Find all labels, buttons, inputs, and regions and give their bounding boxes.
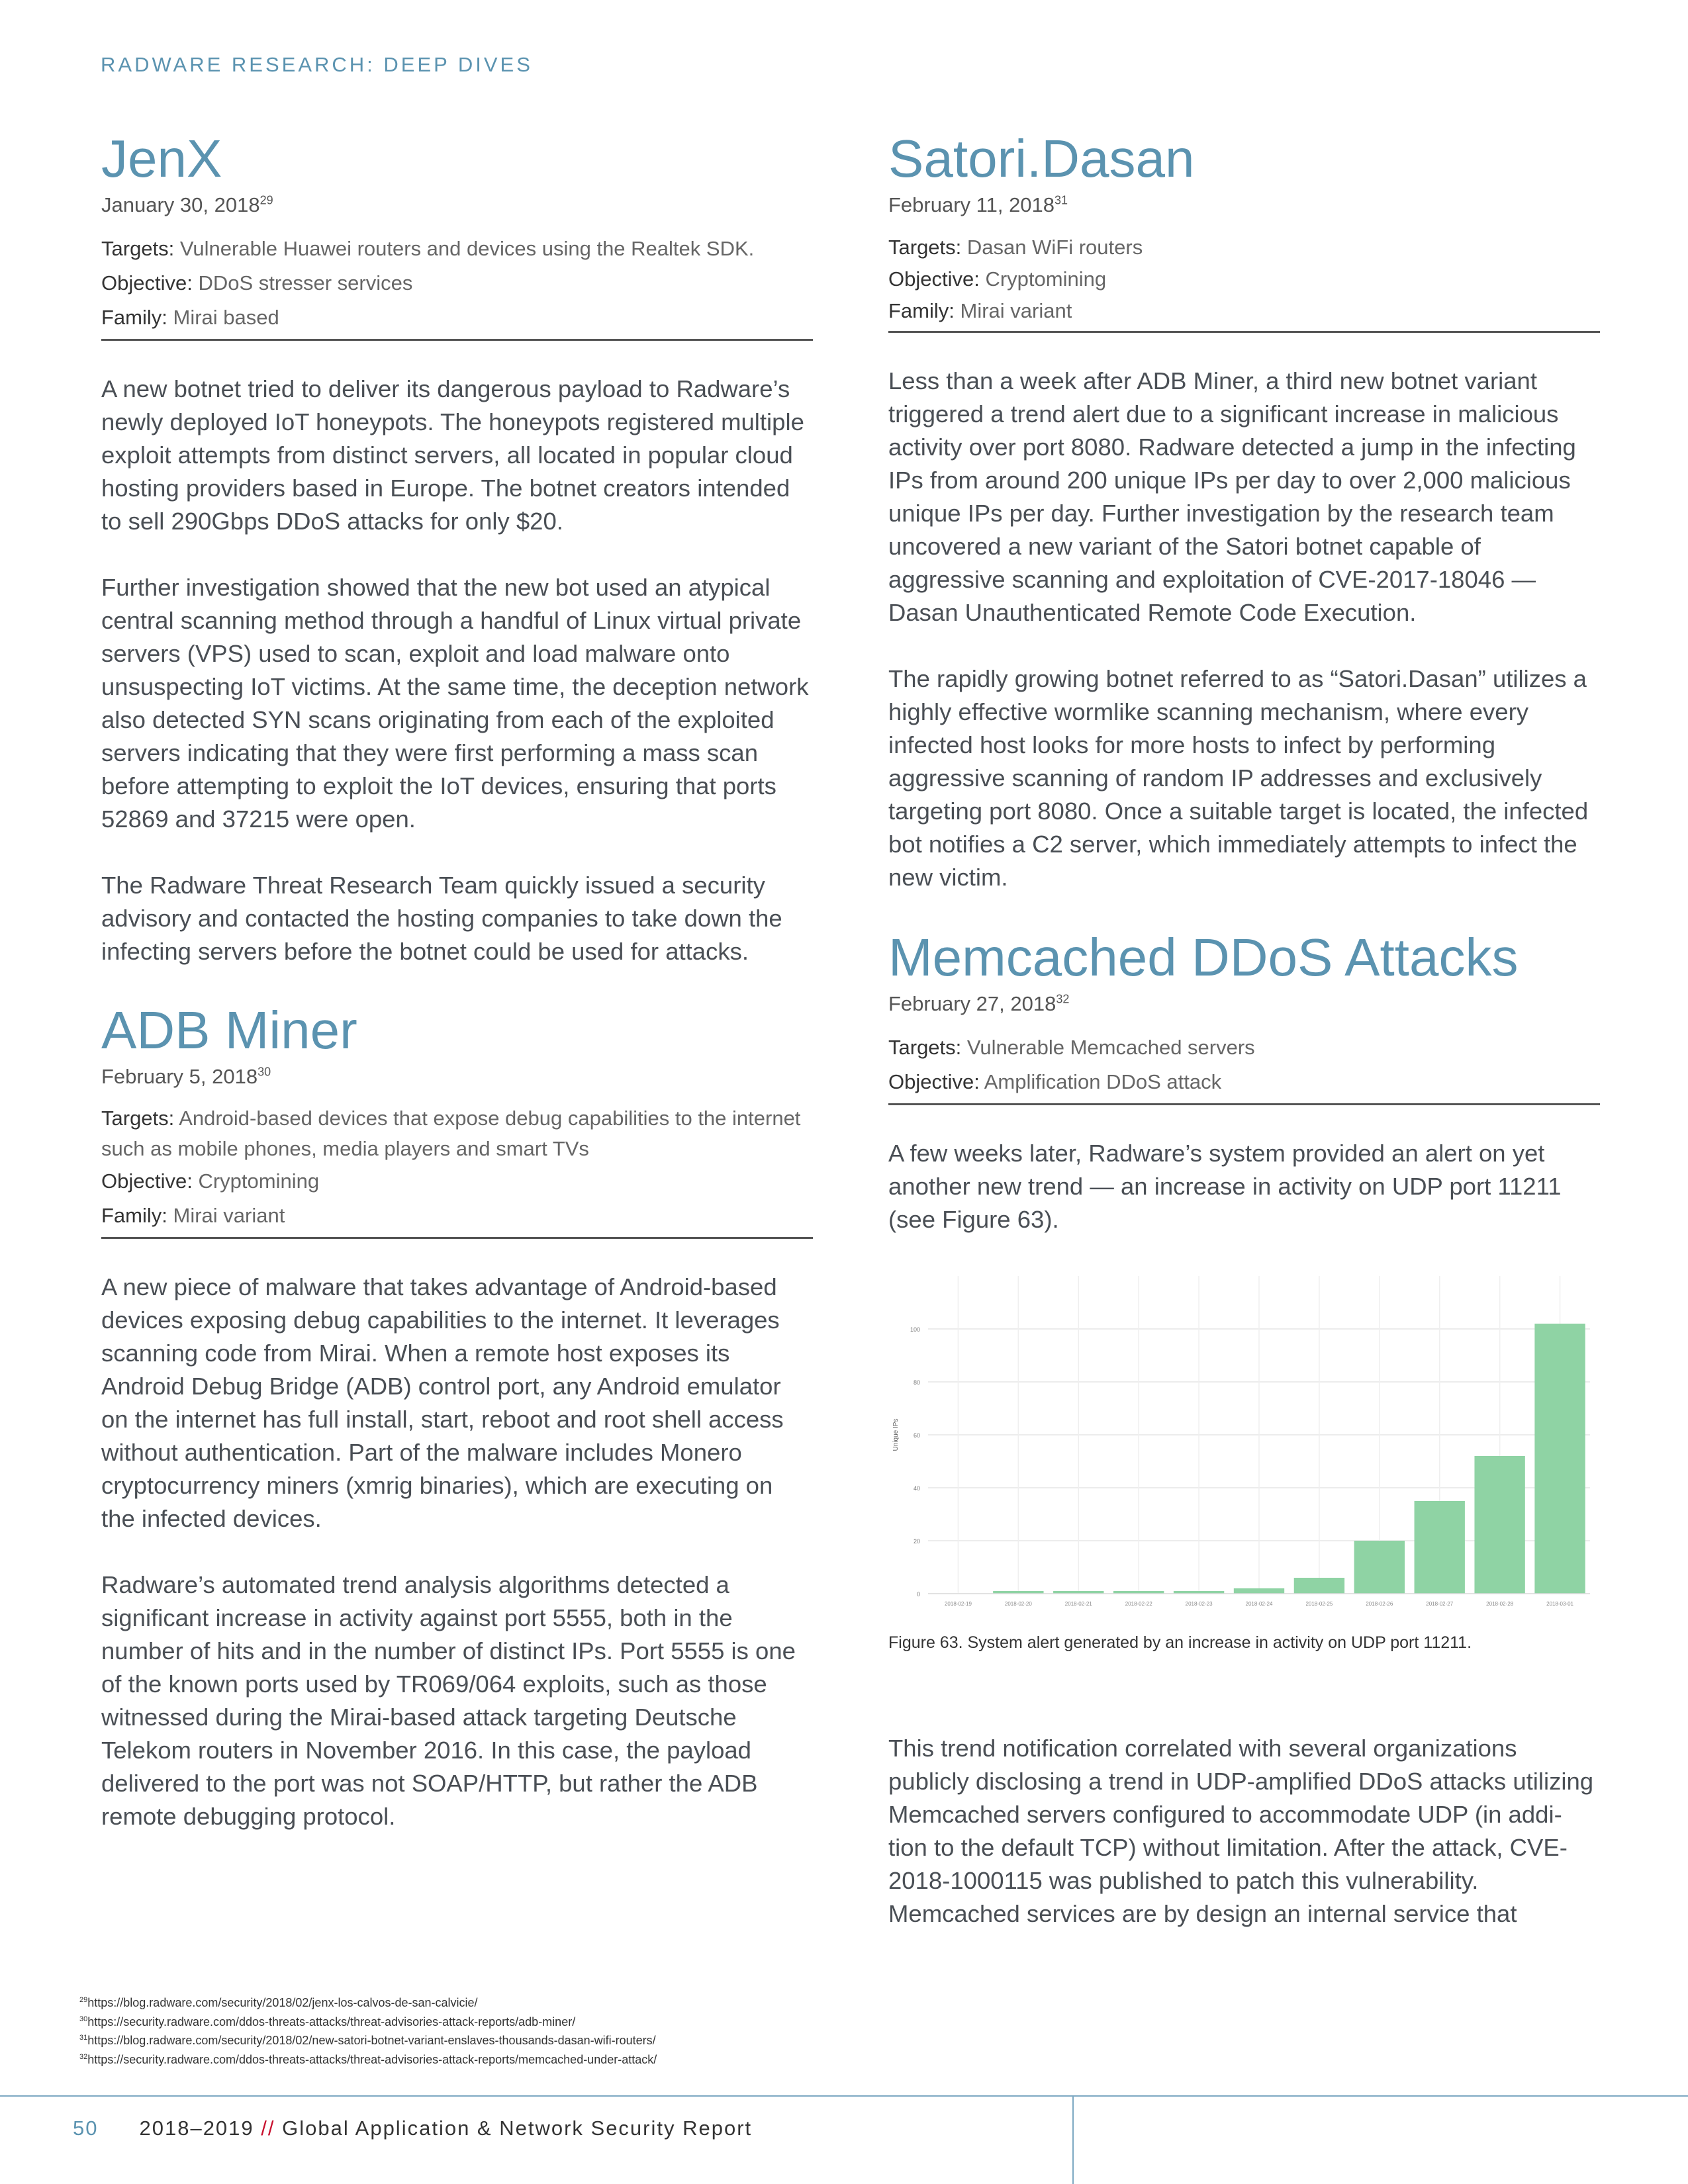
paragraph: Less than a week after ADB Miner, a third new botnet variant triggered a trend alert due to a significant increase in malicious activity over port 8080. Radware detected a jump in the infecting IPs from around 200 unique IPs per day to over 2,000 malicious unique IPs per day. Further investigation by the research team uncovered a new variant of the Satori botnet capable of aggressive scanning and exploitation of CVE-2017-18046 — Dasan Unauthenticated Remote Code Execution. xyxy=(888,367,1576,626)
bar xyxy=(1474,1456,1524,1594)
targets-value: Android-based devices that expose debug capabilities to the internet such as mobile phones, media players and smart TVs xyxy=(101,1107,801,1160)
targets-row xyxy=(101,1103,813,1164)
footnote-ref: 29 xyxy=(259,193,273,207)
date-jenx xyxy=(101,193,813,217)
footnote-link[interactable]: https://blog.radware.com/security/2018/02/new-satori-botnet-variant-enslaves-thousands-dasan-wifi-routers/ xyxy=(87,2034,656,2047)
objective-value: Cryptomining xyxy=(985,267,1107,291)
footnote xyxy=(79,2011,657,2030)
date-memcached xyxy=(888,992,1600,1016)
footnote-ref: 31 xyxy=(1055,193,1068,207)
paragraph: A new botnet tried to deliver its dangerous payload to Radware’s newly deployed IoT honeypots. The honeypots registered multiple exploit attempts from distinct servers, all located in popular cloud hosting providers based in Europe. The botnet creators intended to sell 290Gbps DDoS attacks for only $20. xyxy=(101,375,804,535)
targets-row xyxy=(888,1030,1600,1065)
objective-value: Cryptomining xyxy=(198,1169,320,1193)
y-tick-label: 0 xyxy=(916,1591,920,1598)
date-text: February 27, 2018 xyxy=(888,992,1056,1015)
paragraph: This trend notification correlated with several organizations publicly disclosing a trend in UDP-amplified DDoS attacks utilizing Memcached servers configured to accommodate UDP (in addi-tion to the default TCP) without limitation. After the attack, CVE-2018-1000115 was published to patch this vulnerability. Memcached services are by design an internal service that xyxy=(888,1735,1594,1927)
targets-value: Vulnerable Memcached servers xyxy=(966,1036,1255,1059)
family-value: Mirai variant xyxy=(960,299,1072,322)
footnote-link[interactable]: https://blog.radware.com/security/2018/02/jenx-los-calvos-de-san-calvicie/ xyxy=(87,1996,478,2009)
x-tick-label: 2018-02-26 xyxy=(1366,1601,1393,1607)
right-column xyxy=(888,129,1600,1964)
footnote-ref: 30 xyxy=(258,1065,271,1079)
x-tick-label: 2018-02-21 xyxy=(1064,1601,1092,1607)
objective-value: Amplification DDoS attack xyxy=(984,1070,1222,1093)
objective-value: DDoS stresser services xyxy=(198,271,413,295)
targets-label: Targets: xyxy=(888,236,962,259)
objective-row xyxy=(101,266,813,300)
family-row xyxy=(101,1199,813,1233)
family-value: Mirai based xyxy=(173,306,279,329)
objective-row xyxy=(101,1164,813,1199)
bar xyxy=(1294,1578,1344,1594)
bar xyxy=(1415,1501,1465,1594)
footnote xyxy=(79,2049,657,2068)
paragraph: The rapidly growing botnet referred to as “Satori.Dasan” utilizes a highly effective wormlike scanning mechanism, where every infected host looks for more hosts to infect by performing aggressive scanning of random IP addresses and exclusively targeting port 8080. Once a suitable target is located, the infected bot notifies a C2 server, which immediately attempts to infect the new victim. xyxy=(888,665,1589,891)
bar xyxy=(1354,1541,1405,1594)
x-tick-label: 2018-02-24 xyxy=(1245,1601,1273,1607)
x-tick-label: 2018-03-01 xyxy=(1546,1601,1574,1607)
figure-caption: Figure 63. System alert generated by an increase in activity on UDP port 11211. xyxy=(888,1633,1472,1652)
objective-label: Objective: xyxy=(101,271,193,295)
meta-block-memcached xyxy=(888,1030,1600,1105)
family-row xyxy=(888,295,1600,327)
y-tick-label: 100 xyxy=(910,1326,920,1333)
objective-label: Objective: xyxy=(101,1169,193,1193)
left-column xyxy=(101,129,813,1866)
targets-row xyxy=(101,232,813,266)
footnote-number: 30 xyxy=(79,2015,88,2023)
footer-divider xyxy=(0,2095,1688,2097)
meta-block-satori-dasan xyxy=(888,232,1600,333)
y-axis-label: Unique IPs xyxy=(892,1418,900,1451)
meta-block-jenx xyxy=(101,232,813,341)
page-number: 50 xyxy=(73,2116,99,2140)
family-row xyxy=(101,300,813,335)
footer-slash: // xyxy=(261,2116,275,2140)
objective-row xyxy=(888,1065,1600,1099)
y-tick-label: 40 xyxy=(913,1485,920,1492)
footer-vertical-divider xyxy=(1072,2095,1074,2184)
bar xyxy=(1234,1588,1284,1594)
date-text: January 30, 2018 xyxy=(101,193,260,216)
footnotes xyxy=(79,1992,657,2068)
footnote xyxy=(79,1992,657,2011)
objective-row xyxy=(888,263,1600,295)
targets-value: Vulnerable Huawei routers and devices using the Realtek SDK. xyxy=(179,237,755,260)
targets-value: Dasan WiFi routers xyxy=(966,236,1143,259)
family-value: Mirai variant xyxy=(173,1204,285,1227)
paragraph: Radware’s automated trend analysis algorithms detected a significant increase in activity against port 5555, both in the number of hits and in the number of distinct IPs. Port 5555 is one of the known ports used by TR069/064 exploits, such as those witnessed during the Mirai-based attack targeting Deutsche Telekom routers in November 2016. In this case, the payload delivered to the port was not SOAP/HTTP, but rather the ADB remote debugging protocol. xyxy=(101,1571,796,1830)
x-tick-label: 2018-02-20 xyxy=(1004,1601,1032,1607)
date-text: February 5, 2018 xyxy=(101,1065,258,1088)
y-tick-label: 20 xyxy=(913,1538,920,1545)
bar xyxy=(1534,1324,1585,1594)
objective-label: Objective: xyxy=(888,267,980,291)
footnote-link[interactable]: https://security.radware.com/ddos-threats-attacks/threat-advisories-attack-reports/adb-miner/ xyxy=(87,2015,576,2028)
footnote-link[interactable]: https://security.radware.com/ddos-threats-attacks/threat-advisories-attack-reports/memcached-under-attack/ xyxy=(87,2052,657,2066)
paragraph: Further investigation showed that the new bot used an atypical central scanning method through a handful of Linux virtual private servers (VPS) used to scan, exploit and load malware onto unsuspecting IoT victims. At the same time, the deception network also detected SYN scans originating from each of the exploited servers indicating that they were first performing a mass scan before attempting to exploit the IoT devices, ensuring that ports 52869 and 37215 were open. xyxy=(101,574,809,833)
x-tick-label: 2018-02-19 xyxy=(944,1601,972,1607)
x-tick-label: 2018-02-25 xyxy=(1305,1601,1333,1607)
targets-label: Targets: xyxy=(101,1107,175,1130)
footnote-number: 29 xyxy=(79,1996,88,2004)
x-tick-label: 2018-02-28 xyxy=(1486,1601,1514,1607)
section-title-satori-dasan: Satori.Dasan xyxy=(888,129,1195,188)
date-text: February 11, 2018 xyxy=(888,193,1055,216)
family-label: Family: xyxy=(888,299,955,322)
objective-label: Objective: xyxy=(888,1070,980,1093)
date-adb-miner xyxy=(101,1065,813,1089)
section-title-memcached: Memcached DDoS Attacks xyxy=(888,928,1519,987)
paragraph: The Radware Threat Research Team quickly issued a security advisory and contacted the hosting companies to take down the infecting servers before the botnet could be used for attacks. xyxy=(101,872,782,965)
targets-label: Targets: xyxy=(101,237,175,260)
x-tick-label: 2018-02-22 xyxy=(1125,1601,1152,1607)
y-tick-label: 60 xyxy=(913,1432,920,1439)
footnote-number: 31 xyxy=(79,2034,88,2042)
paragraph: A new piece of malware that takes advantage of Android-based devices exposing debug capabilities to the internet. It leverages scanning code from Mirai. When a remote host exposes its Android Debug Bridge (ADB) control port, any Android emulator on the internet has full install, start, reboot and root shell access without authentication. Part of the malware includes Monero cryptocurrency miners (xmrig binaries), which are executing on the infected devices. xyxy=(101,1273,784,1532)
bar-chart xyxy=(888,1263,1603,1620)
family-label: Family: xyxy=(101,1204,167,1227)
date-satori-dasan xyxy=(888,193,1600,217)
footer-years: 2018–2019 xyxy=(139,2116,254,2140)
paragraph: A few weeks later, Radware’s system provided an alert on yet another new trend — an increase in activity on UDP port 11211 (see Figure 63). xyxy=(888,1140,1562,1233)
y-tick-label: 80 xyxy=(913,1379,920,1386)
section-title-jenx: JenX xyxy=(101,129,222,188)
targets-label: Targets: xyxy=(888,1036,962,1059)
footer-title: Global Application & Network Security Report xyxy=(282,2116,753,2140)
x-tick-label: 2018-02-27 xyxy=(1426,1601,1454,1607)
family-label: Family: xyxy=(101,306,167,329)
figure-63-chart xyxy=(888,1263,1603,1633)
meta-block-adb-miner xyxy=(101,1103,813,1239)
footer xyxy=(73,2116,752,2140)
targets-row xyxy=(888,232,1600,263)
running-header: RADWARE RESEARCH: DEEP DIVES xyxy=(101,53,533,76)
section-title-adb-miner: ADB Miner xyxy=(101,1001,357,1060)
footnote-number: 32 xyxy=(79,2052,88,2061)
footnote-ref: 32 xyxy=(1056,992,1070,1006)
x-tick-label: 2018-02-23 xyxy=(1185,1601,1213,1607)
footnote xyxy=(79,2030,657,2049)
